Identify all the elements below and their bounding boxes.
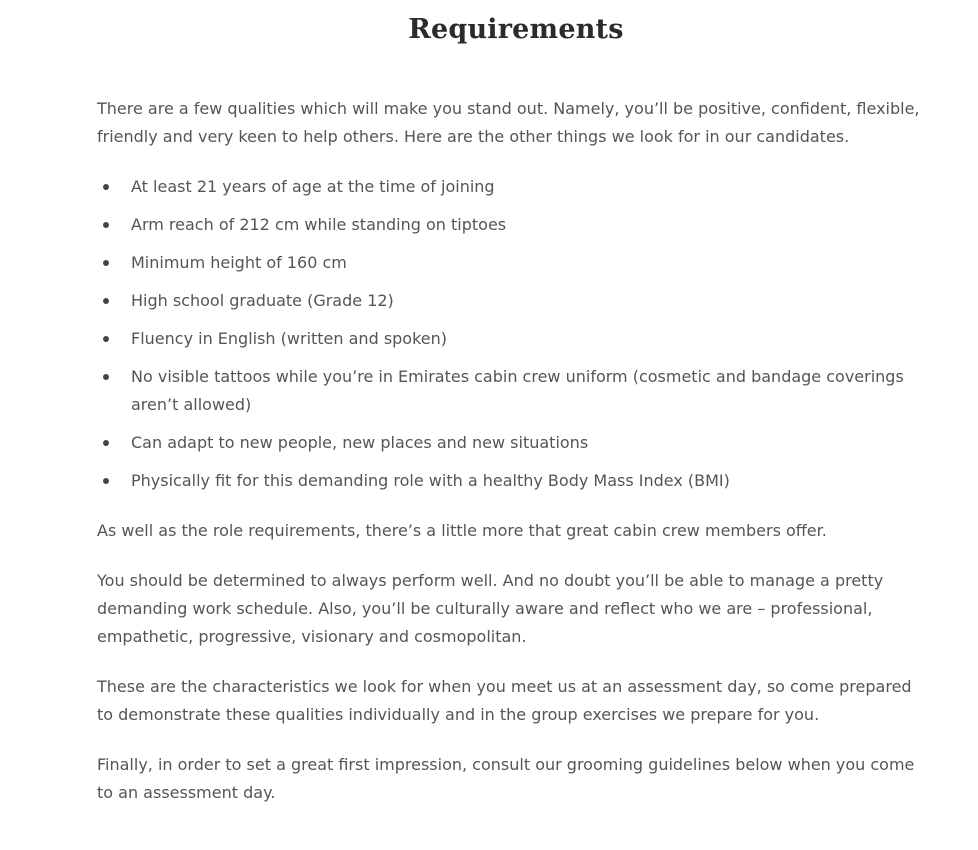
- page-title: Requirements: [408, 14, 624, 45]
- list-item: [97, 287, 927, 315]
- bullet-icon: [103, 440, 109, 446]
- list-item: [97, 363, 927, 419]
- bullet-icon: [103, 184, 109, 190]
- list-item-text: At least 21 years of age at the time of joining: [131, 177, 495, 196]
- list-item: [97, 173, 927, 201]
- body-paragraph: These are the characteristics we look for when you meet us at an assessment day, so come prepared to demonstrate these qualities individually and in the group exercises we prepare for you.: [97, 677, 912, 724]
- list-item: [97, 325, 927, 353]
- list-item-text: Arm reach of 212 cm while standing on tiptoes: [131, 215, 507, 234]
- list-item-text: Can adapt to new people, new places and new situations: [131, 433, 589, 452]
- body-paragraph: As well as the role requirements, there’s a little more that great cabin crew members offer.: [97, 521, 827, 540]
- bullet-icon: [103, 478, 109, 484]
- list-item-text: No visible tattoos while you’re in Emirates cabin crew uniform (cosmetic and bandage coverings aren’t allowed): [131, 367, 904, 414]
- list-item-text: Fluency in English (written and spoken): [131, 329, 448, 348]
- list-item: [97, 429, 927, 457]
- requirements-list: [97, 173, 927, 495]
- body-paragraph: You should be determined to always perform well. And no doubt you’ll be able to manage a pretty demanding work schedule. Also, you’ll be culturally aware and reflect who we are – professional, empathetic, progressive, visionary and cosmopolitan.: [97, 571, 884, 646]
- bullet-icon: [103, 222, 109, 228]
- bullet-icon: [103, 336, 109, 342]
- content-area: [97, 95, 927, 807]
- list-item-text: Minimum height of 160 cm: [131, 253, 347, 272]
- list-item: [97, 467, 927, 495]
- list-item-text: High school graduate (Grade 12): [131, 291, 394, 310]
- body-paragraph: Finally, in order to set a great first impression, consult our grooming guidelines below when you come to an assessment day.: [97, 755, 915, 802]
- bullet-icon: [103, 260, 109, 266]
- intro-paragraph: There are a few qualities which will make you stand out. Namely, you’ll be positive, confident, flexible, friendly and very keen to help others. Here are the other things we look for in our candidates.: [97, 99, 920, 146]
- bullet-icon: [103, 374, 109, 380]
- list-item: [97, 249, 927, 277]
- bullet-icon: [103, 298, 109, 304]
- list-item-text: Physically fit for this demanding role with a healthy Body Mass Index (BMI): [131, 471, 730, 490]
- list-item: [97, 211, 927, 239]
